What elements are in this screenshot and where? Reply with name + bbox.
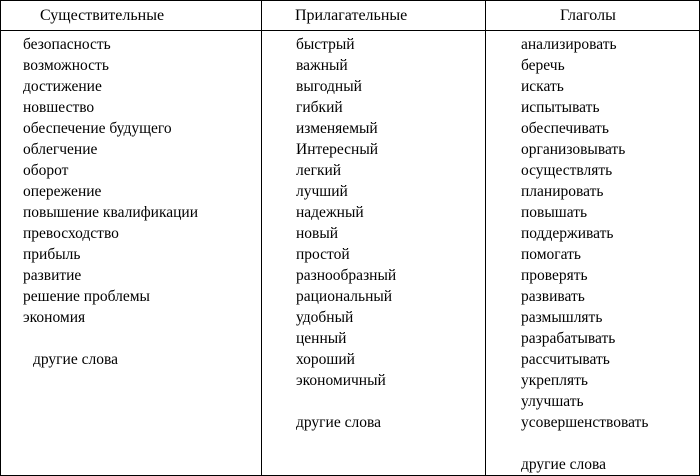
verbs-other-words: другие слова <box>521 456 606 473</box>
list-item: планировать <box>521 183 604 200</box>
list-item: обеспечение будущего <box>23 120 172 137</box>
list-item: экономия <box>23 309 86 326</box>
list-item: новый <box>296 225 339 242</box>
list-item: анализировать <box>521 36 617 53</box>
list-item: разнообразный <box>296 267 397 284</box>
list-item: возможность <box>23 57 109 74</box>
list-item: простой <box>296 246 350 263</box>
list-item: экономичный <box>296 372 386 389</box>
header-verbs-label: Глаголы <box>560 6 616 24</box>
header-adjectives <box>262 1 486 31</box>
list-item: проверять <box>521 267 588 284</box>
list-item: рассчитывать <box>521 351 610 368</box>
list-item: выгодный <box>296 78 362 95</box>
nouns-list <box>1 31 261 370</box>
verbs-cell <box>486 31 700 476</box>
verbs-list <box>486 31 699 475</box>
list-item: укреплять <box>521 372 588 389</box>
list-item: осуществлять <box>521 162 613 179</box>
list-item: гибкий <box>296 99 343 116</box>
list-item: превосходство <box>23 225 119 242</box>
list-item: испытывать <box>521 99 600 116</box>
list-item: надежный <box>296 204 364 221</box>
list-item: усовершенствовать <box>521 414 649 431</box>
list-item: важный <box>296 57 348 74</box>
list-item: достижение <box>23 78 102 95</box>
list-item: размышлять <box>521 309 603 326</box>
list-item: изменяемый <box>296 120 378 137</box>
list-item: лучший <box>296 183 348 200</box>
list-item: обеспечивать <box>521 120 609 137</box>
list-item: легкий <box>296 162 342 179</box>
list-item: новшество <box>23 99 95 116</box>
list-item: решение проблемы <box>23 288 150 305</box>
list-item: развитие <box>23 267 82 284</box>
header-nouns <box>1 1 262 31</box>
list-item: облегчение <box>23 141 98 158</box>
list-item: прибыль <box>23 246 81 263</box>
header-row <box>1 1 700 31</box>
nouns-other-words: другие слова <box>33 351 118 368</box>
list-item: поддерживать <box>521 225 614 242</box>
header-adjectives-label: Прилагательные <box>295 6 408 24</box>
list-item: повышать <box>521 204 588 221</box>
list-item: разрабатывать <box>521 330 616 347</box>
header-verbs <box>486 1 700 31</box>
list-item: Интересный <box>296 141 379 158</box>
list-item: развивать <box>521 288 585 305</box>
list-item: улучшать <box>521 393 584 410</box>
list-item: опережение <box>23 183 102 200</box>
list-item: ценный <box>296 330 347 347</box>
adjectives-list <box>262 31 485 433</box>
list-item: рациональный <box>296 288 393 305</box>
adjectives-other-words: другие слова <box>296 414 381 431</box>
list-item: беречь <box>521 57 565 74</box>
list-item: хороший <box>296 351 355 368</box>
list-item: помогать <box>521 246 581 263</box>
list-item: повышение квалификации <box>23 204 199 221</box>
body-row <box>1 31 700 476</box>
header-nouns-label: Существительные <box>40 6 165 24</box>
list-item: быстрый <box>296 36 355 53</box>
list-item: удобный <box>296 309 354 326</box>
list-item: организовывать <box>521 141 626 158</box>
adjectives-cell <box>262 31 486 476</box>
nouns-cell <box>1 31 262 476</box>
list-item: оборот <box>23 162 69 179</box>
list-item: искать <box>521 78 564 95</box>
list-item: безопасность <box>23 36 111 53</box>
